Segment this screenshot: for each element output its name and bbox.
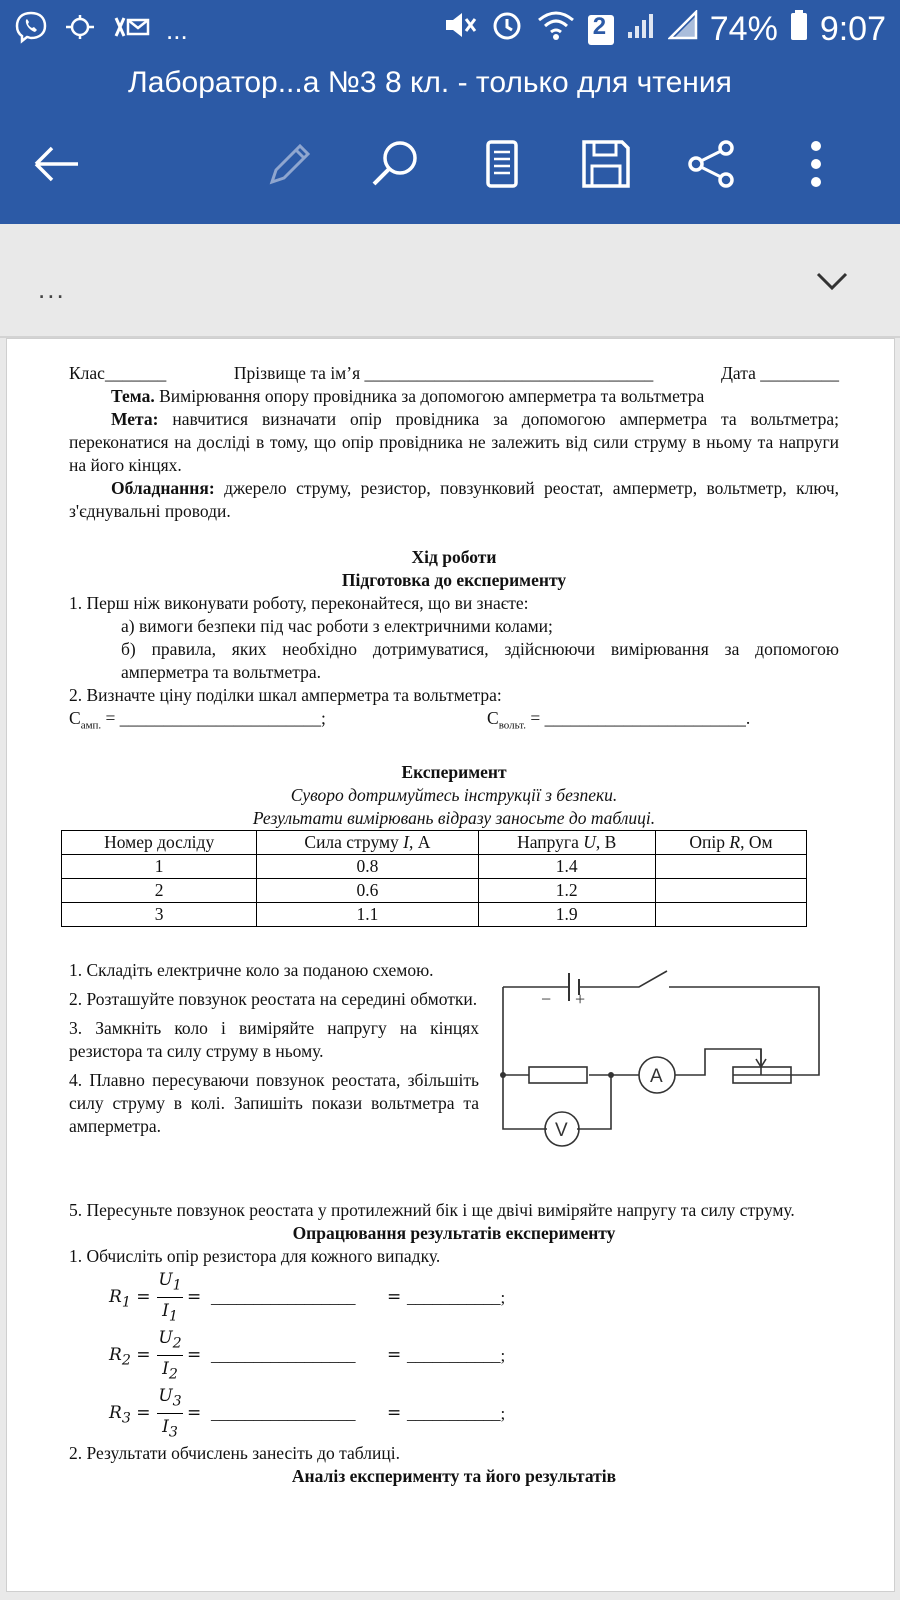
- col-current-text: Сила струму: [304, 831, 404, 852]
- c-amp-symbol: C: [69, 708, 81, 728]
- col-resistance-text: Опір: [689, 831, 730, 852]
- ribbon-panel: [0, 224, 900, 338]
- prep-item-2: 2. Визначте ціну поділки шкал амперметра та вольтметра:: [69, 685, 502, 705]
- cell-resistance[interactable]: [655, 854, 806, 878]
- formula-equals: =: [387, 1402, 402, 1423]
- cell-voltage: 1.9: [478, 902, 655, 926]
- equipment: [69, 477, 839, 523]
- arrow-left-icon[interactable]: [28, 136, 84, 192]
- mobile-view-icon[interactable]: [474, 136, 530, 192]
- cell-trial: 2: [62, 878, 257, 902]
- num-sub: 3: [172, 1392, 182, 1409]
- resistor-symbol: [529, 1067, 587, 1083]
- col-current: [257, 830, 478, 854]
- proc-item-1: 1. Обчисліть опір резистора для кожного випадку.: [69, 1245, 441, 1266]
- fraction-denominator: [157, 1414, 183, 1445]
- experiment-heading: Експеримент: [401, 761, 507, 782]
- num-symbol: U: [158, 1385, 173, 1406]
- status-more: ...: [166, 15, 188, 45]
- viber-icon: [14, 10, 48, 51]
- step-item: 4. Плавно пересуваючи повзунок реостата, збільшіть силу струму в колі. Запишіть покази вольтметра та амперметра.: [69, 1069, 479, 1136]
- formula-answer[interactable]: ___________;: [407, 1403, 506, 1423]
- node-right: [608, 1072, 614, 1078]
- formula-blank[interactable]: _________________: [211, 1403, 356, 1423]
- proc-item-2: 2. Результати обчислень занесіть до таблиці.: [69, 1442, 400, 1463]
- formula-r: R: [109, 1286, 122, 1307]
- formula-equals: =: [387, 1286, 402, 1307]
- ammeter-label: A: [650, 1065, 663, 1087]
- formula-fraction: [157, 1326, 183, 1388]
- formula-blank[interactable]: _________________: [211, 1287, 356, 1307]
- col-voltage-symbol: U: [583, 831, 596, 852]
- ribbon-more[interactable]: ...: [38, 274, 66, 304]
- save-icon[interactable]: [578, 136, 634, 192]
- cell-current: 0.6: [257, 878, 478, 902]
- circuit-diagram: [499, 959, 839, 1199]
- rheostat-slider: [756, 1049, 766, 1067]
- cell-voltage: 1.4: [478, 854, 655, 878]
- formula-lhs: $R_1$ =: [109, 1286, 151, 1310]
- cell-current: 0.8: [257, 854, 478, 878]
- scale-division-line: [69, 707, 839, 738]
- formula-r: R: [109, 1402, 122, 1423]
- share-icon[interactable]: [684, 136, 740, 192]
- procedure-heading: Хід роботи: [411, 547, 497, 567]
- c-volt-blank: = _______________________.: [525, 708, 751, 728]
- cell-trial: 3: [62, 902, 257, 926]
- name-field[interactable]: Прізвище та ім’я _________________________________: [233, 363, 654, 383]
- num-symbol: U: [158, 1269, 173, 1290]
- voltmeter-label: V: [555, 1119, 568, 1141]
- c-volt-sub: вольт.: [498, 719, 526, 732]
- table-row: [62, 878, 807, 902]
- den-sub: 1: [168, 1308, 178, 1325]
- formula-equals: =: [187, 1344, 202, 1365]
- table-row: [62, 854, 807, 878]
- alarm-icon: [490, 8, 524, 51]
- steps-section: [69, 959, 839, 1199]
- pencil-icon[interactable]: [262, 136, 318, 192]
- equipment-text: джерело струму, резистор, повзунковий реостат, амперметр, вольтметр, ключ, з'єднувальні проводи.: [69, 478, 839, 521]
- app-bar: [0, 0, 900, 224]
- battery-icon: [790, 9, 808, 50]
- col-voltage-unit: , В: [595, 831, 617, 852]
- formula-r-sub: 2: [121, 1351, 131, 1368]
- document-title: Лаборатор...а №3 8 кл. - только для чтения: [128, 66, 732, 99]
- formula-r-sub: 3: [121, 1409, 131, 1426]
- step-item: 2. Розташуйте повзунок реостата на середині обмотки.: [69, 988, 478, 1009]
- fraction-numerator: [157, 1326, 183, 1356]
- mute-icon: [442, 9, 478, 50]
- prep-item-1b: б) правила, яких необхідно дотримуватися, здійснюючи вимірювання за допомогою амперметра та вольтметра.: [121, 639, 839, 682]
- formula-equals: =: [387, 1344, 402, 1365]
- c-volt-symbol: C: [487, 708, 499, 728]
- topic-label: Тема.: [111, 386, 155, 406]
- formula-fraction: [157, 1384, 183, 1446]
- sync-icon: [62, 12, 98, 49]
- signal2-icon: [668, 10, 698, 49]
- cell-voltage: 1.2: [478, 878, 655, 902]
- num-sub: 2: [172, 1334, 182, 1351]
- goal-text: навчитися визначати опір провідника за допомогою амперметра та вольтметра; переконатися на досліді в тому, що опір провідника не залежить від сили струму в ньому та напруги на його кінцях.: [69, 409, 839, 475]
- formula-r1: [109, 1268, 839, 1326]
- chevron-down-icon[interactable]: [814, 264, 850, 300]
- formula-r2: [109, 1326, 839, 1384]
- prep-item-1a: а) вимоги безпеки під час роботи з електричними колами;: [121, 616, 553, 636]
- status-bar: [0, 0, 900, 58]
- search-icon[interactable]: [368, 136, 424, 192]
- battery-percent: 74%: [709, 10, 778, 48]
- fraction-numerator: [157, 1268, 183, 1298]
- c-amp-blank: = _______________________;: [101, 708, 326, 728]
- topic-text: Вимірювання опору провідника за допомогою амперметра та вольтметра: [154, 386, 705, 406]
- preparation-heading: Підготовка до експерименту: [341, 570, 567, 590]
- formula-answer[interactable]: ___________;: [407, 1345, 506, 1365]
- fraction-numerator: [157, 1384, 183, 1414]
- cell-resistance[interactable]: [655, 878, 806, 902]
- formula-equals: =: [187, 1402, 202, 1423]
- contacts-icon: [112, 12, 152, 49]
- step-item: 3. Замкніть коло і виміряйте напругу на кінцях резистора та силу струму в ньому.: [69, 1017, 479, 1061]
- prep-item-1: 1. Перш ніж виконувати роботу, переконайтеся, що ви знаєте:: [69, 593, 529, 613]
- battery-minus: −: [541, 988, 552, 1009]
- goal-label: Мета:: [111, 409, 159, 429]
- c-amp[interactable]: [69, 708, 326, 732]
- sim-badge: [588, 12, 614, 45]
- safety-note: Суворо дотримуйтесь інструкції з безпеки.: [290, 784, 618, 805]
- cell-resistance[interactable]: [655, 902, 806, 926]
- record-note: Результати вимірювань відразу заносьте до таблиці.: [252, 807, 656, 828]
- goal: [69, 408, 839, 477]
- signal-icon: [626, 10, 656, 49]
- wifi-icon: [536, 9, 576, 50]
- formula-r-sub: 1: [121, 1293, 131, 1310]
- topic: [69, 385, 839, 408]
- cell-trial: 1: [62, 854, 257, 878]
- c-volt[interactable]: [487, 707, 750, 738]
- num-sub: 1: [172, 1276, 182, 1293]
- formula-r3: [109, 1384, 839, 1442]
- class-field[interactable]: Клас_______: [69, 363, 167, 383]
- formula-lhs: $R_2$ =: [109, 1344, 151, 1368]
- col-resistance-symbol: R: [729, 831, 741, 852]
- formula-lhs: $R_3$ =: [109, 1402, 151, 1426]
- node-left: [500, 1072, 506, 1078]
- toolbar: [0, 136, 900, 196]
- analysis-heading: Аналіз експерименту та його результатів: [291, 1465, 617, 1486]
- col-voltage-text: Напруга: [517, 831, 584, 852]
- col-trial: Номер досліду: [62, 830, 257, 854]
- header-line: [69, 362, 839, 385]
- sim-number: 2: [592, 12, 607, 40]
- battery-plus: +: [575, 988, 586, 1009]
- equipment-label: Обладнання:: [111, 478, 215, 498]
- step-item: 1. Складіть електричне коло за поданою схемою.: [69, 959, 434, 980]
- c-amp-sub: амп.: [80, 719, 102, 732]
- table-row: [62, 902, 807, 926]
- measurements-table: [61, 830, 807, 927]
- clock: 9:07: [819, 10, 886, 48]
- cell-current: 1.1: [257, 902, 478, 926]
- processing-heading: Опрацювання результатів експерименту: [292, 1222, 616, 1243]
- den-sub: 2: [168, 1366, 178, 1383]
- formula-fraction: [157, 1268, 183, 1330]
- den-sub: 3: [168, 1424, 178, 1441]
- formula-blank[interactable]: _________________: [211, 1345, 356, 1365]
- col-resistance: [655, 830, 806, 854]
- col-voltage: [478, 830, 655, 854]
- den-symbol: I: [162, 1358, 169, 1379]
- formula-r: R: [109, 1344, 122, 1365]
- den-symbol: I: [162, 1300, 169, 1321]
- col-current-unit: , А: [409, 831, 431, 852]
- formula-answer[interactable]: ___________;: [407, 1287, 506, 1307]
- step-item-5: 5. Пересуньте повзунок реостата у протилежний бік і ще двічі виміряйте напругу та силу струму.: [69, 1199, 795, 1220]
- steps-list: [69, 959, 479, 1138]
- den-symbol: I: [162, 1416, 169, 1437]
- col-current-symbol: I: [403, 831, 409, 852]
- formula-equals: =: [187, 1286, 202, 1307]
- more-icon[interactable]: [788, 136, 844, 192]
- num-symbol: U: [158, 1327, 173, 1348]
- document-body: [69, 362, 839, 1488]
- document-page: [6, 338, 895, 1592]
- col-resistance-unit: , Ом: [740, 831, 773, 852]
- table-header: [62, 830, 807, 854]
- date-field[interactable]: Дата _________: [720, 363, 839, 383]
